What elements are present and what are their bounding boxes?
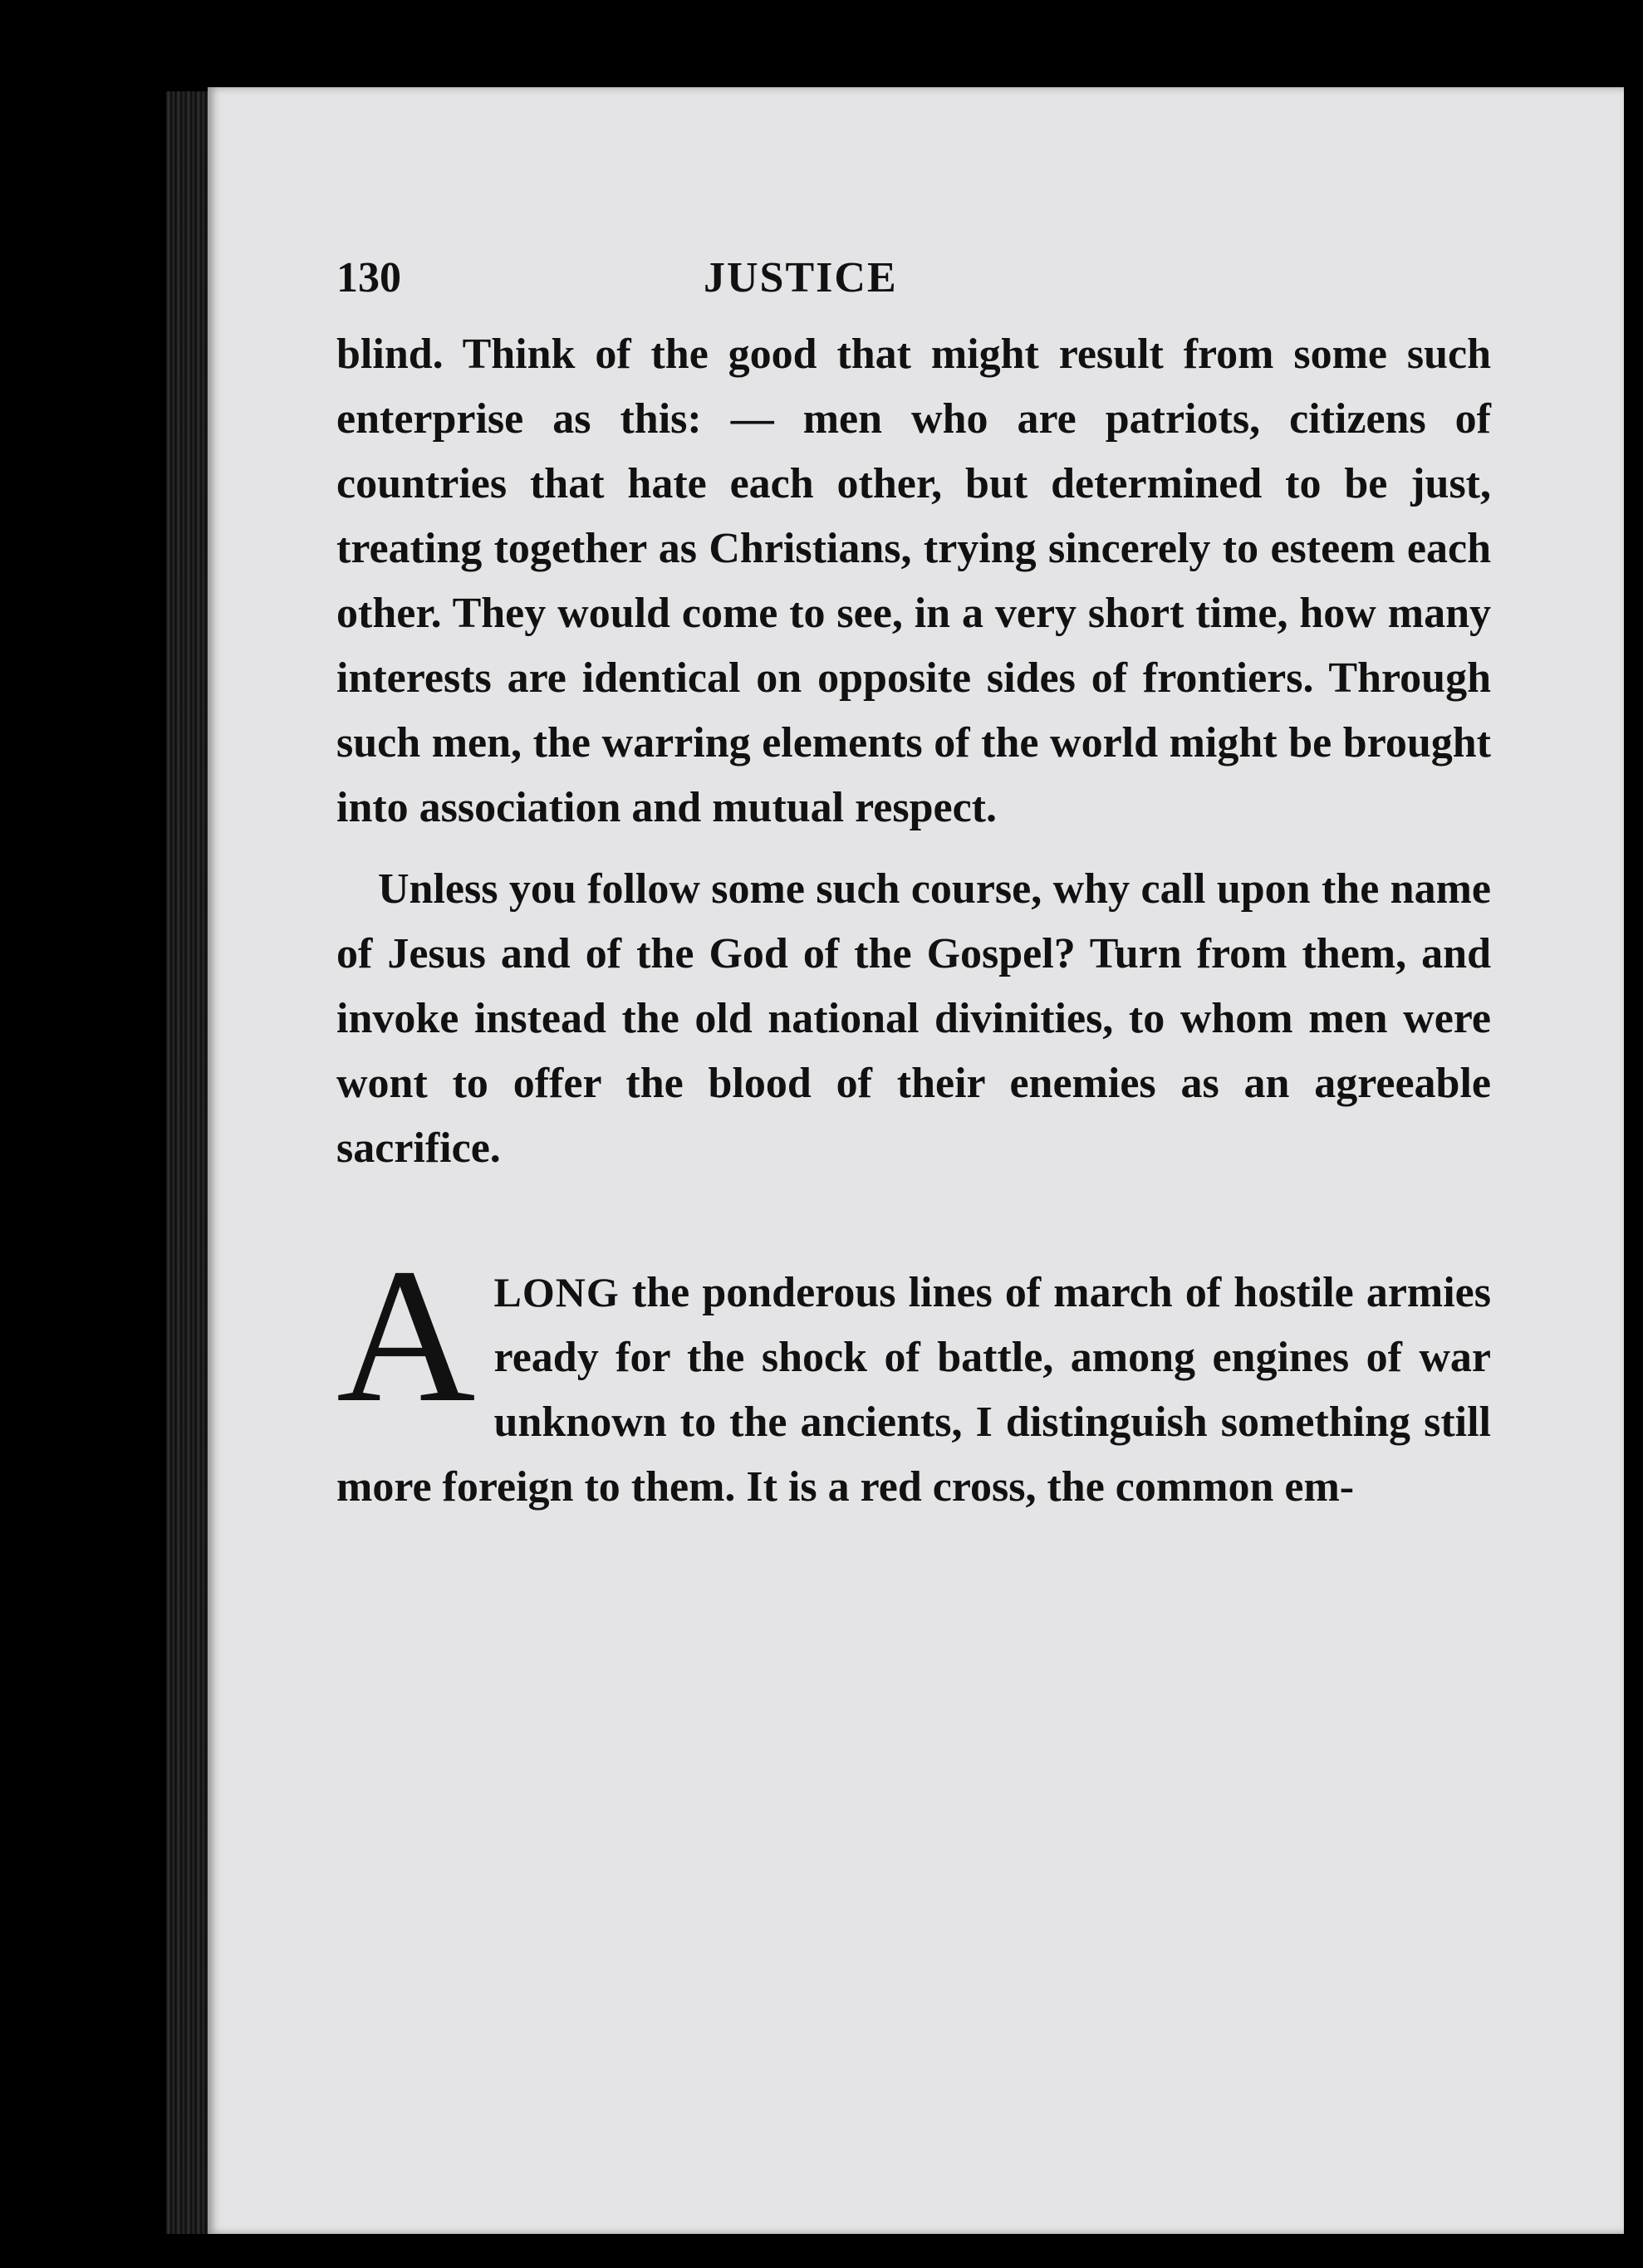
- paragraph-continued: blind. Think of the good that might result from some such enterprise as this: — men who are patriots, citizens of countries that hate each other, but determined to be just, treating together as Christians, trying sincerely to esteem each other. They would come to see, in a very short time, how many interests are identical on opposite sides of frontiers. Through such men, the warring elements of the world might be brought into association and mutual respect.: [336, 331, 1491, 831]
- paragraph-unless: Unless you follow some such course, why call upon the name of Jesus and of the God of the Gospel? Turn from them, and invoke instead the old national divinities, to whom men were wont to offer the blood of their enemies as an agreeable sacrifice.: [336, 865, 1491, 1172]
- section-break: [336, 1181, 1491, 1260]
- opening-smallcaps: LONG: [493, 1269, 620, 1315]
- paragraph-along: [336, 1229, 1491, 1520]
- page-text-block: [336, 249, 1491, 1520]
- running-head: [336, 249, 1491, 307]
- drop-cap-letter: A: [336, 1229, 476, 1443]
- paragraph-along-body: the ponderous lines of march of hostile armies ready for the shock of battle, among engines of war unknown to the ancients, I distinguish something still more foreign to them. It is a red cross, the common em-: [336, 1269, 1491, 1511]
- page-number: 130: [336, 254, 401, 301]
- running-title: JUSTICE: [704, 254, 898, 301]
